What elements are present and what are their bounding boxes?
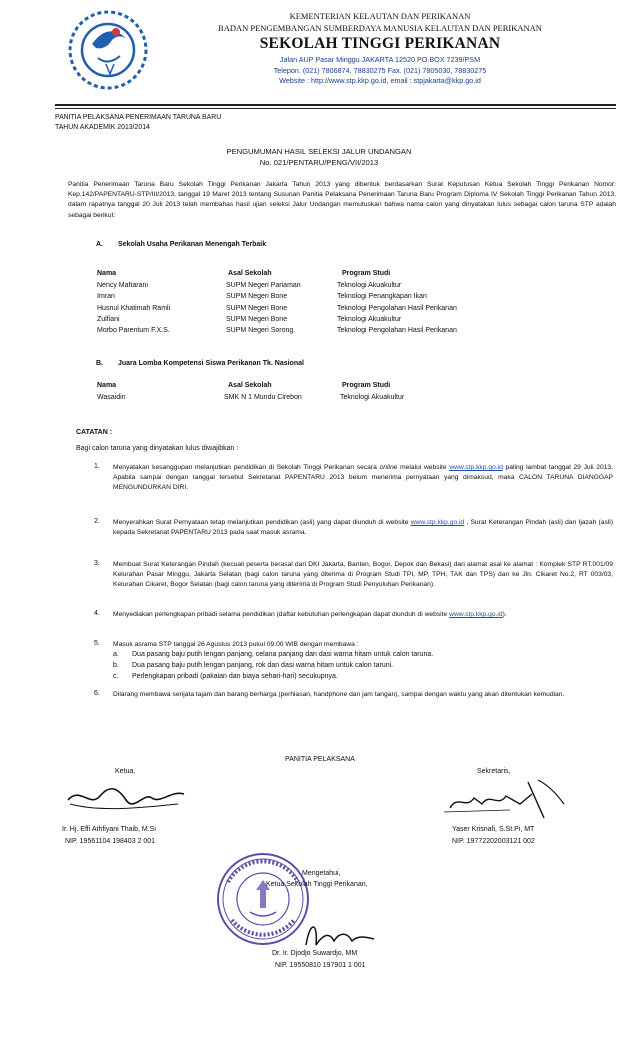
note-5c-text: Perlengkapan pribadi (pakaian dan biaya sehari-hari) secukupnya. [132, 673, 338, 680]
secretary-role: Sekretaris, [477, 768, 511, 775]
committee-line-1: PANITIA PELAKSANA PENERIMAAN TARUNA BARU [55, 114, 222, 121]
announcement-heading [0, 146, 638, 168]
chair-signature [60, 778, 190, 820]
table-row-a-2-program: Teknologi Penangkapan Ikan [337, 293, 427, 300]
note-1-text-d: paling lambat tanggal 29 Juli 2013. Apabila sampai dengan tanggal tersebut Sekretariat PAPENTARU 2013 belum menerima pernyataan yang dimaksud, maka CALON TARUNA DIANGGAP MENGUNDURKAN DIRI. [113, 464, 614, 492]
table-row-a-3-school: SUPM Negeri Bone [226, 305, 288, 312]
secretary-name: Yaser Krisnafi, S.St.Pi, MT [452, 826, 535, 833]
letterhead-logo [62, 4, 154, 96]
table-row-a-3-name: Husnul Khatimah Ramli [97, 305, 171, 312]
letterhead-contact [180, 55, 580, 87]
section-b-header-program: Program Studi [342, 382, 391, 389]
section-a-letter: A. [96, 241, 103, 248]
note-3-text: Membuat Surat Keterangan Pindah (kecuali peserta berasal dari DKI Jakarta, Banten, Bogor, Depok dan Bekasi) dari alamat asal ke alamat : Komplek STP RT.001/09 Kelurahan Pasar Minggu, Jakarta Selatan (bagi calon taruna yang diterima di Program Studi TPI, MP, TPH, TAK dan TPS) dan ke Jln. Cikaret No.2, RT 003/03, Kelurahan Cikaret, Bogor Selatan (bagi calon taruna yang diterima di Program Studi Penyuluhan Perikanan). [113, 561, 613, 589]
letterhead-agency: BADAN PENGEMBANGAN SUMBERDAYA MANUSIA KELAUTAN DAN PERIKANAN [218, 23, 542, 33]
note-5c-letter: c. [113, 673, 119, 680]
notes-lead: Bagi calon taruna yang dinyatakan lulus diwajibkan : [76, 445, 239, 452]
note-2-text-a: Menyerahkan Surat Pernyataan tetap melanjutkan pendidikan (asli) yang dapat diunduh di website [113, 519, 411, 526]
letterhead-rule-thin [55, 108, 616, 109]
section-a-title: Sekolah Usaha Perikanan Menengah Terbaik [118, 241, 267, 248]
section-b-title: Juara Lomba Kompetensi Siswa Perikanan Tk. Nasional [118, 360, 304, 367]
section-a-header-program: Program Studi [342, 270, 391, 277]
note-1-number: 1. [94, 463, 100, 470]
secretary-nip: NIP. 19772202003121 002 [452, 838, 535, 845]
head-nip: NIP. 19550810 197901 1 001 [275, 962, 366, 969]
notes-title: CATATAN : [76, 429, 113, 436]
letterhead-rule-thick [55, 104, 616, 106]
acknowledged-label: Mengetahui, [302, 870, 341, 877]
head-role: Ketua Sekolah Tinggi Perikanan, [266, 881, 368, 888]
note-3-number: 3. [94, 560, 100, 567]
note-5a-text: Dua pasang baju putih lengan panjang, celana panjang dan dasi warna hitam untuk calon taruna. [132, 651, 434, 658]
note-5a-letter: a. [113, 651, 119, 658]
committee-line-2: TAHUN AKADEMIK 2013/2014 [55, 124, 150, 131]
chair-role: Ketua, [115, 768, 136, 775]
note-1-text-a: Menyatakan kesanggupan melanjutkan pendidikan di Sekolah Tinggi Perikanan secara [113, 464, 380, 471]
note-6-number: 6. [94, 690, 100, 697]
table-row-a-1-name: Nency Maharani [97, 282, 148, 289]
official-stamp [214, 850, 312, 948]
note-2-text-b: , Surat Keterangan Pindah (asli) dan Ijazah (asli) kepada Sekretariat PAPENTARU 2013 pada saat masuk asrama. [113, 519, 613, 537]
note-4-text-b: ). [502, 611, 507, 618]
note-1-online: online [379, 464, 398, 471]
note-5b-letter: b. [113, 662, 119, 669]
letterhead-web: Website : http://www.stp.kkp.go.id, email : stpjakarta@kkp.go.id [279, 76, 481, 85]
table-row-a-1-school: SUPM Negeri Pariaman [226, 282, 301, 289]
letterhead-school-name: SEKOLAH TINGGI PERIKANAN [259, 35, 501, 52]
section-a-header-school: Asal Sekolah [228, 270, 272, 277]
table-row-a-4-program: Teknologi Akuakultur [337, 316, 402, 323]
note-2-website-link[interactable]: www.stp.kkp.go.id [410, 519, 465, 526]
section-a-header-name: Nama [97, 270, 117, 277]
letterhead-address: Jalan AUP Pasar Minggu JAKARTA 12520 PO.BOX 7239/PSM [279, 55, 481, 64]
table-row-a-5-program: Teknologi Pengolahan Hasil Perikanan [337, 327, 457, 334]
table-row-a-5-school: SUPM Negeri Sorong [226, 327, 294, 334]
note-5b-text: Dua pasang baju putih lengan panjang, rok dan dasi warna hitam untuk calon taruni. [132, 662, 394, 669]
letterhead-ministry: KEMENTERIAN KELAUTAN DAN PERIKANAN [289, 11, 471, 21]
announcement-title: PENGUMUMAN HASIL SELEKSI JALUR UNDANGAN [226, 147, 412, 156]
note-4-text-a: Menyediakan perlengkapan pribadi selama pendidikan (daftar kebutuhan perlengkapan dapat diunduh di website [113, 611, 450, 618]
table-row-a-3-program: Teknologi Pengolahan Hasil Perikanan [337, 305, 457, 312]
note-5-text: Masuk asrama STP tanggal 26 Agustus 2013 pukul 09.00 WIB dengan membawa : [113, 641, 359, 648]
table-row-b-1-school: SMK N 1 Mundu Cirebon [224, 394, 302, 401]
table-row-a-2-name: Imran [97, 293, 115, 300]
table-row-b-1-name: Wasaidin [97, 394, 126, 401]
announcement-number: No. 021/PENTARU/PENG/VII/2013 [259, 158, 379, 167]
committee-signature-heading: PANITIA PELAKSANA [285, 756, 355, 763]
head-name: Dr. Ir. Djodjo Suwardjo, MM [272, 950, 358, 957]
letterhead-phone: Telepon. (021) 7806874, 78830275 Fax. (021) 7805030, 78830275 [273, 65, 487, 75]
chair-name: Ir. Hj. Effi Athfiyani Thaib, M.Si [62, 826, 156, 833]
note-4-website-link[interactable]: www.stp.kkp.go.id [449, 611, 503, 618]
section-b-header-school: Asal Sekolah [228, 382, 272, 389]
note-2-number: 2. [94, 518, 100, 525]
note-4-number: 4. [94, 610, 100, 617]
table-row-a-2-school: SUPM Negeri Bone [226, 293, 288, 300]
table-row-b-1-program: Teknologi Akuakultur [340, 394, 405, 401]
note-1-text [113, 463, 613, 494]
secretary-signature [440, 774, 570, 824]
chair-nip: NIP. 19561104 198403 2 001 [65, 838, 156, 845]
section-b-header-name: Nama [97, 382, 117, 389]
note-2-text [113, 518, 613, 538]
note-5-number: 5. [94, 640, 100, 647]
note-4-text [113, 610, 613, 620]
section-b-letter: B. [96, 360, 103, 367]
note-1-website-link[interactable]: www.stp.kkp.go.id [449, 464, 503, 471]
table-row-a-4-school: SUPM Negeri Bone [226, 316, 288, 323]
table-row-a-5-name: Morbo Parentum F.X.S. [97, 327, 170, 334]
committee-block [55, 113, 221, 133]
table-row-a-4-name: Zulfiani [97, 316, 120, 323]
table-row-a-1-program: Teknologi Akuakultur [337, 282, 402, 289]
announcement-intro: Panitia Penerimaan Taruna Baru Sekolah Tinggi Perikanan Jakarta Tahun 2013 yang dibentuk berdasarkan Surat Keputusan Ketua Sekolah Tinggi Perikanan Nomor: Kep.142/PAPENTARU-STP/III/2013, tanggal 19 Maret 2013 tentang Susunan Panitia Pelaksana Penerimaan Taruna Baru Program Diploma IV Sekolah Tinggi Perikanan Tahun 2013, dalam rapatnya tanggal 20 Juli 2013 telah membahas hasil ujian seleksi Jalur Undangan memutuskan bahwa nama calon yang dinyatakan lulus sebagai calon taruna STP adalah sebagai berikut: [68, 181, 616, 219]
note-1-text-c: melalui website [397, 464, 447, 471]
note-6-text: Dilarang membawa senjata tajam dan barang berharga (perhiasan, handphone dan jam tangan), sampai dengan waktu yang akan ditentukan kemudian. [113, 691, 565, 698]
head-signature [300, 915, 380, 955]
